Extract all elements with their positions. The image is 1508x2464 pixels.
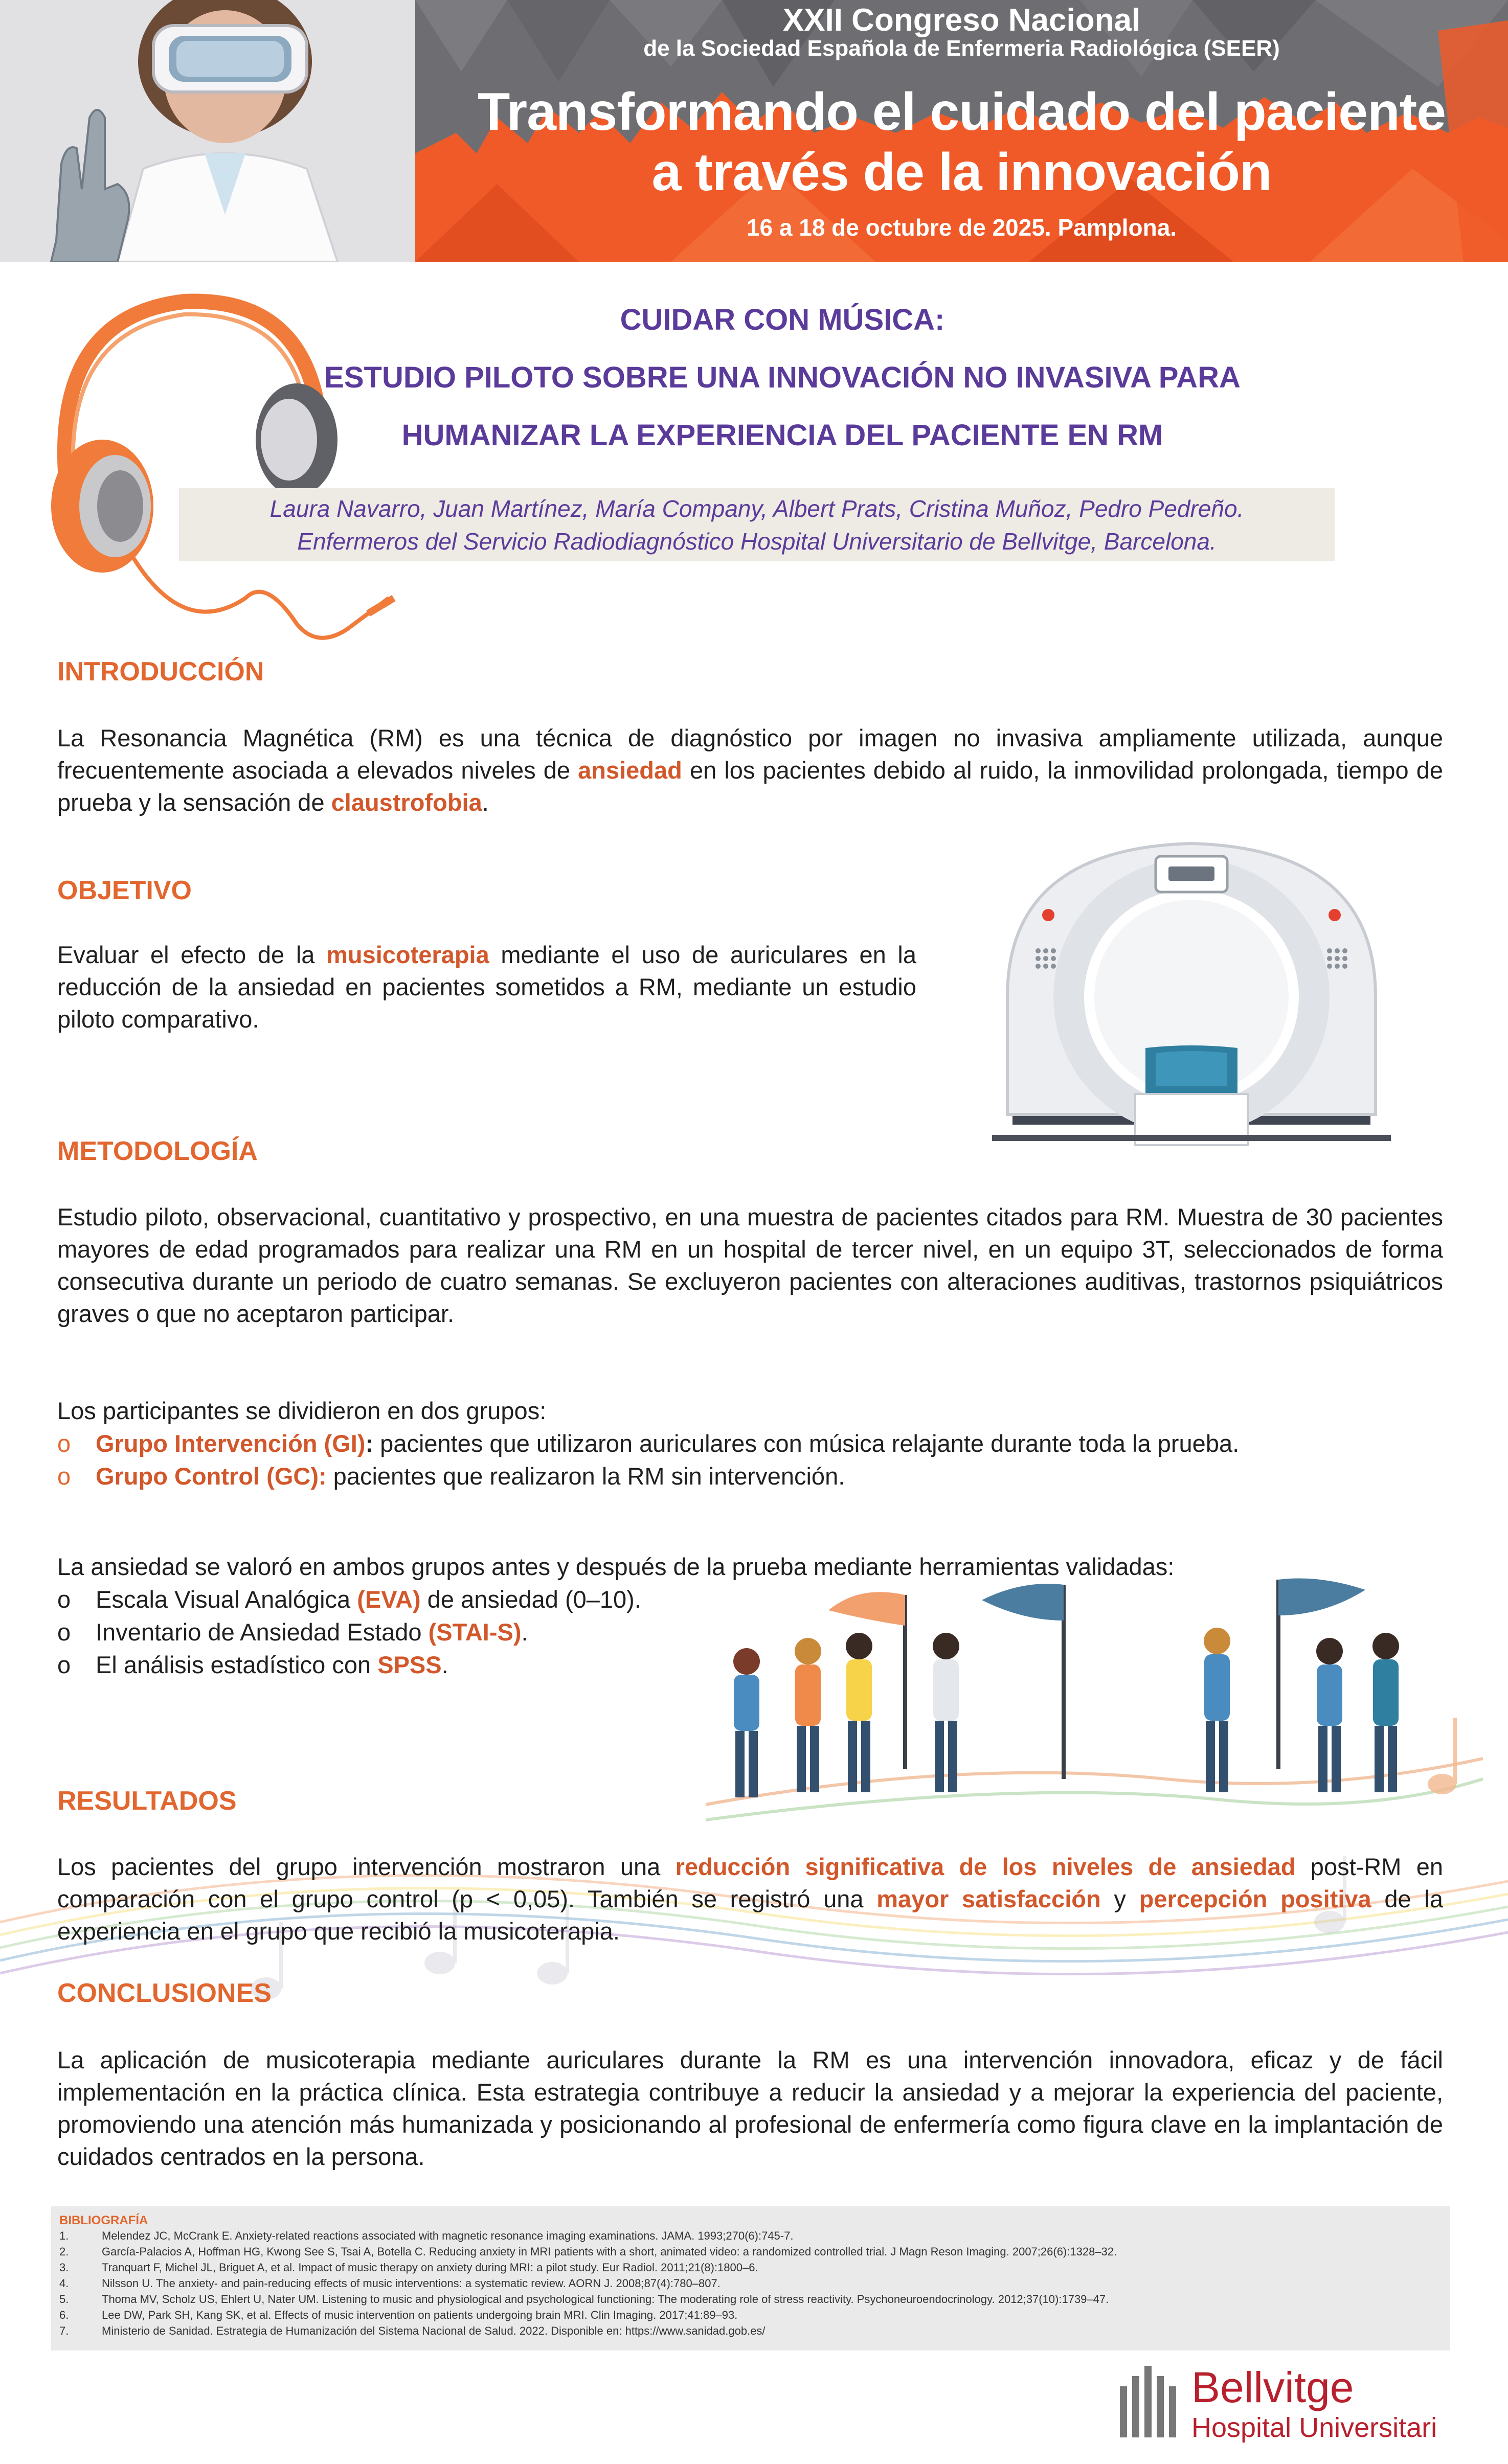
tool-text: de ansiedad (0–10). [420, 1586, 641, 1613]
bullet: o [57, 1463, 71, 1490]
bullet: o [57, 1430, 71, 1457]
intro-text [57, 722, 1443, 818]
bibliography-number: 7. [59, 2324, 69, 2337]
poster-title-line2: ESTUDIO PILOTO SOBRE UNA INNOVACIÓN NO INVASIVA PARA [324, 361, 1241, 394]
tool-text: El análisis estadístico con [96, 1651, 378, 1678]
bellvitge-logo-icon [1115, 2366, 1181, 2443]
highlight-satisfaccion: mayor satisfacción [876, 1885, 1101, 1912]
bibliography-item [59, 2244, 1442, 2260]
authors-box [179, 488, 1335, 561]
bullet: o [57, 1586, 71, 1613]
tools-intro: La ansiedad se valoró en ambos grupos antes y después de la prueba mediante herramientas validadas: [57, 1553, 1175, 1580]
intro-text-part: . [482, 789, 489, 816]
bibliography-text: Lee DW, Park SH, Kang SK, et al. Effects of music intervention on patients undergoing brain MRI. Clin Imaging. 2017;41:89–93. [102, 2309, 738, 2321]
bibliography-number: 2. [59, 2245, 69, 2258]
bullet: o [57, 1618, 71, 1646]
tool-text: Escala Visual Analógica [96, 1586, 357, 1613]
bibliography-number: 5. [59, 2293, 69, 2306]
tool-eva: (EVA) [357, 1586, 421, 1613]
bibliography-number: 1. [59, 2229, 69, 2242]
section-heading-introduccion: INTRODUCCIÓN [57, 657, 264, 687]
authors-names: Laura Navarro, Juan Martínez, María Company, Albert Prats, Cristina Muñoz, Pedro Pedreño. [269, 495, 1244, 522]
resultados-text [57, 1851, 1443, 1947]
group-gi-label: Grupo Intervención (GI) [96, 1430, 366, 1457]
list-item [57, 1460, 1443, 1493]
vr-nurse-photo [0, 0, 415, 262]
highlight-musicoterapia: musicoterapia [326, 941, 489, 968]
logo-name: Bellvitge [1191, 2363, 1354, 2411]
group-gi-text: pacientes que utilizaron auriculares con música relajante durante toda la prueba. [373, 1430, 1240, 1457]
bullet: o [57, 1651, 71, 1678]
congress-motto-line1: Transformando el cuidado del paciente [477, 82, 1446, 142]
mri-scanner-icon [992, 828, 1391, 1155]
highlight-percepcion: percepción positiva [1139, 1885, 1371, 1912]
tool-text: Inventario de Ansiedad Estado [96, 1618, 429, 1646]
section-heading-metodologia: METODOLOGÍA [57, 1136, 258, 1166]
congress-dates: 16 a 18 de octubre de 2025. Pamplona. [746, 214, 1177, 241]
bibliography-number: 3. [59, 2261, 69, 2274]
highlight-reduccion: reducción significativa de los niveles de ansiedad [675, 1853, 1296, 1880]
resultados-text-part: Los pacientes del grupo intervención mostraron una [57, 1853, 676, 1880]
list-item [57, 1427, 1443, 1460]
bibliography-heading: BIBLIOGRAFÍA [59, 2214, 148, 2227]
bibliography-item [59, 2291, 1442, 2307]
bibliography-item [59, 2228, 1442, 2244]
congress-motto-line2: a través de la innovación [651, 143, 1272, 202]
bibliography-item [59, 2275, 1442, 2291]
tool-stai: (STAI-S) [428, 1618, 522, 1646]
groups-list [57, 1395, 1443, 1493]
banner-title-area [415, 0, 1508, 262]
tool-spss: SPSS [377, 1651, 442, 1678]
section-heading-conclusiones: CONCLUSIONES [57, 1978, 272, 2008]
logo-subtitle: Hospital Universitari [1191, 2412, 1437, 2443]
section-heading-objetivo: OBJETIVO [57, 876, 192, 905]
bibliography-text: Ministerio de Sanidad. Estrategia de Humanización del Sistema Nacional de Salud. 2022. Disponible en: https://www.sanidad.gob.es/ [102, 2324, 766, 2337]
bibliography-number: 4. [59, 2277, 69, 2290]
section-heading-resultados: RESULTADOS [57, 1786, 237, 1816]
conclusiones-text: La aplicación de musicoterapia mediante auriculares durante la RM es una intervención innovadora, eficaz y de fácil implementación en la práctica clínica. Esta estrategia contribuye a reducir la ansiedad y a mejorar la experiencia del paciente, promoviendo una atención más humanizada y posicionando al profesional de enfermería como figura clave en la implantación de cuidados centrados en la persona. [57, 2046, 1443, 2170]
congress-banner [0, 0, 1508, 262]
bibliography-item [59, 2307, 1442, 2323]
group-gi-colon: : [365, 1430, 374, 1457]
bibliography-text: García-Palacios A, Hoffman HG, Kwong See S, Tsai A, Botella C. Reducing anxiety in MRI patients with a short, animated video: a randomized controlled trial. J Magn Reson Imaging. 2007;26(6):1328–32. [102, 2245, 1117, 2258]
bibliography-list [59, 2228, 1442, 2339]
bibliography-text: Melendez JC, McCrank E. Anxiety-related reactions associated with magnetic resonance imaging examinations. JAMA. 1993;270(6):745-7. [102, 2229, 794, 2242]
bibliography-text: Tranquart F, Michel JL, Briguet A, et al. Impact of music therapy on anxiety during MRI: a pilot study. Eur Radiol. 2011;21(8):1800–6. [102, 2261, 758, 2274]
team-flags-illustration [706, 1564, 1483, 1830]
intro-text-part: en los pacientes debido al ruido, la inmovilidad prolongada, tiempo de prueba y la sensación de [57, 757, 1443, 816]
objetivo-text-part: mediante el uso de auriculares en la reducción de la ansiedad en pacientes sometidos a RM, mediante un estudio piloto comparativo. [57, 941, 916, 1033]
highlight-claustrofobia: claustrofobia [331, 789, 482, 816]
tool-text: . [521, 1618, 528, 1646]
authors-affiliation: Enfermeros del Servicio Radiodiagnóstico Hospital Universitario de Bellvitge, Barcelona. [297, 528, 1217, 555]
metodologia-text: Estudio piloto, observacional, cuantitativo y prospectivo, en una muestra de pacientes citados para RM. Muestra de 30 pacientes mayores de edad programados para realizar una RM en un hospital de tercer nivel, en un equipo 3T, seleccionados de forma consecutiva durante un periodo de cuatro semanas. Se excluyeron pacientes con alteraciones auditivas, trastornos psiquiátricos graves o que no aceptaron participar. [57, 1203, 1443, 1327]
group-gc-text: pacientes que realizaron la RM sin intervención. [326, 1463, 845, 1490]
bibliography-item [59, 2260, 1442, 2275]
congress-name: XXII Congreso Nacional [782, 3, 1141, 38]
objetivo-text-part: Evaluar el efecto de la [57, 941, 327, 968]
bibliography-text: Nilsson U. The anxiety- and pain-reducing effects of music interventions: a systematic review. AORN J. 2008;87(4):780–807. [102, 2277, 721, 2290]
poster-title-line3: HUMANIZAR LA EXPERIENCIA DEL PACIENTE EN RM [401, 419, 1163, 452]
bibliography-item [59, 2323, 1442, 2339]
intro-text-part: La Resonancia Magnética (RM) es una técnica de diagnóstico por imagen no invasiva ampliamente utilizada, aunque frecuentemente asociada a elevados niveles de [57, 724, 1443, 784]
group-gc-label: Grupo Control (GC): [96, 1463, 327, 1490]
resultados-text-part: post-RM en comparación con el grupo control (p < 0,05). También se registró una [57, 1853, 1443, 1912]
highlight-ansiedad: ansiedad [578, 757, 682, 784]
bibliography-number: 6. [59, 2309, 69, 2321]
objetivo-text [57, 939, 916, 1035]
tool-text: . [441, 1651, 448, 1678]
bibliography-text: Thoma MV, Scholz US, Ehlert U, Nater UM. Listening to music and physiological and psychological functioning: The moderating role of stress reactivity. Psychoneuroendocrinology. 2012;37(10):1739–47. [102, 2293, 1109, 2306]
resultados-text-part: y [1100, 1885, 1139, 1912]
bibliography-box [51, 2206, 1450, 2351]
poster-title-line1: CUIDAR CON MÚSICA: [620, 303, 945, 336]
society-name: de la Sociedad Española de Enfermeria Radiológica (SEER) [643, 36, 1280, 61]
groups-intro: Los participantes se dividieron en dos grupos: [57, 1397, 547, 1424]
resultados-text-part: de la experiencia en el grupo que recibió la musicoterapia. [57, 1885, 1443, 1945]
